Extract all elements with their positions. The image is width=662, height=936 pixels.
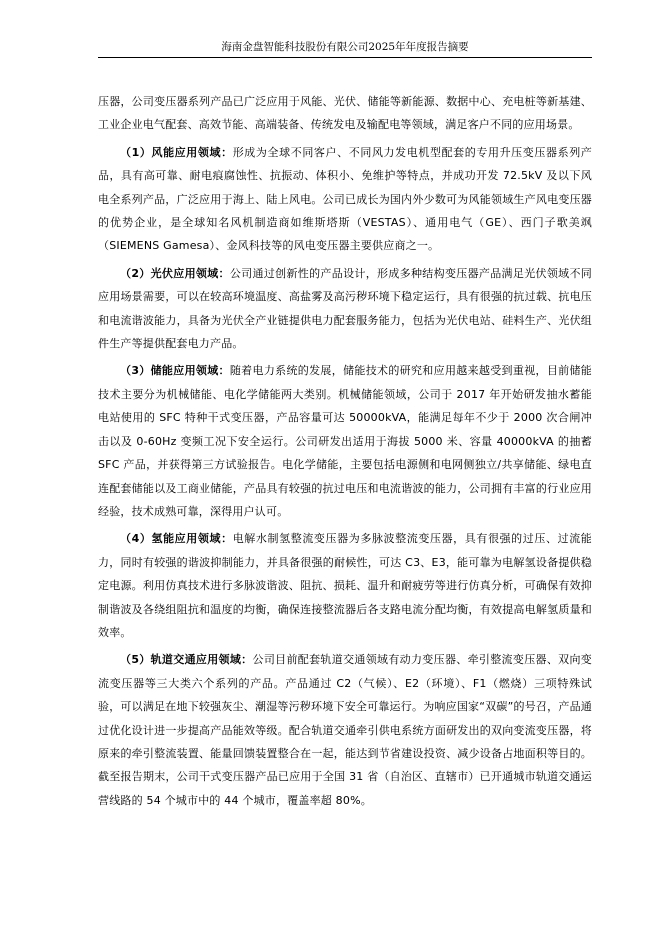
solar-section — [98, 262, 592, 356]
hydrogen-body: 电解水制氢整流变压器为多脉波整流变压器，具有很强的过压、过流能力，同时有较强的谐波抑制能力，并具备很强的耐候性，可达 C3、E3，能可靠为电解氢设备提供稳定电源。利用仿真技术进行多脉波谐波、阻抗、损耗、温升和耐疲劳等进行仿真分析，可确保有效抑制谐波及各绕组阻抗和温度的均衡，确保连接整流器后各支路电流分配均衡，有效提高电解氢质量和效率。 — [98, 532, 593, 639]
storage-body: 随着电力系统的发展，储能技术的研究和应用越来越受到重视，目前储能技术主要分为机械储能、电化学储能两大类别。机械储能领域，公司于 2017 年开始研发抽水蓄能电站使用的 SFC 特种干式变压器，产品容量可达 50000kVA，能满足每年不少于 2000 次合闸冲击以及 0-60Hz 变频工况下安全运行。公司研发出适用于海拔 5000 米、容量 40000kVA 的抽蓄 SFC 产品，并获得第三方试验报告。电化学储能，主要包括电源侧和电网侧独立/共享储能、绿电直连配套储能以及工商业储能，产品具有较强的抗过电压和电流谐波的能力，公司拥有丰富的行业应用经验，技术成熟可靠，深得用户认可。 — [98, 364, 592, 518]
rail-section — [98, 648, 592, 812]
wind-body: 形成为全球不同客户、不同风力发电机型配套的专用升压变压器系列产品，具有高可靠、耐电痕腐蚀性、抗振动、体积小、免维护等特点，并成功开发 72.5kV 及以下风电全系列产品，广泛应用于海上、陆上风电。公司已成长为国内外少数可为风能领域生产风电变压器的优势企业，是全球知名风机制造商如维斯塔斯（VESTAS）、通用电气（GE）、西门子歌美飒（SIEMENS Gamesa）、金风科技等的风电变压器主要供应商之一。 — [98, 145, 593, 253]
rail-body: 公司目前配套轨道交通领域有动力变压器、牵引整流变压器、双向变流变压器等三大类六个系列的产品。产品通过 C2（气候）、E2（环境）、F1（燃烧）三项特殊试验，可以满足在地下较强灰尘、潮湿等污秽环境下安全可靠运行。为响应国家“双碳”的号召，产品通过优化设计进一步提高产品能效等级。配合轨道交通牵引供电系统方面研发出的双向变流变压器，将原来的牵引整流装置、能量回馈装置整合在一起，能达到节省建设投资、减少设备占地面积等目的。截至报告期末，公司干式变压器产品已应用于全国 31 省（自治区、直辖市）已开通城市轨道交通运营线路的 54 个城市中的 44 个城市，覆盖率超 80%。 — [98, 653, 592, 807]
hydrogen-heading: （4）氢能应用领域： — [120, 532, 233, 546]
hydrogen-section — [98, 527, 592, 644]
wind-heading: （1）风能应用领域： — [120, 145, 233, 159]
wind-section — [98, 141, 592, 258]
page-header: 海南金盘智能科技股份有限公司2025年年度报告摘要 — [221, 41, 469, 53]
rail-heading: （5）轨道交通应用领域： — [120, 653, 253, 667]
document-body — [98, 90, 592, 816]
header-rule — [98, 57, 592, 58]
storage-heading: （3）储能应用领域： — [120, 364, 230, 378]
storage-section — [98, 359, 592, 523]
solar-heading: （2）光伏应用领域： — [120, 266, 230, 280]
intro-paragraph: 压器，公司变压器系列产品已广泛应用于风能、光伏、储能等新能源、数据中心、充电桩等新基建、工业企业电气配套、高效节能、高端装备、传统发电及输配电等领域，满足客户不同的应用场景。 — [98, 95, 592, 132]
solar-body: 公司通过创新性的产品设计，形成多种结构变压器产品满足光伏领域不同应用场景需要，可以在较高环境温度、高盐雾及高污秽环境下稳定运行，具有很强的抗过载、抗电压和电流谐波能力，具备为光伏全产业链提供电力配套服务能力，包括为光伏电站、硅料生产、光伏组件生产等提供配套电力产品。 — [98, 266, 592, 351]
